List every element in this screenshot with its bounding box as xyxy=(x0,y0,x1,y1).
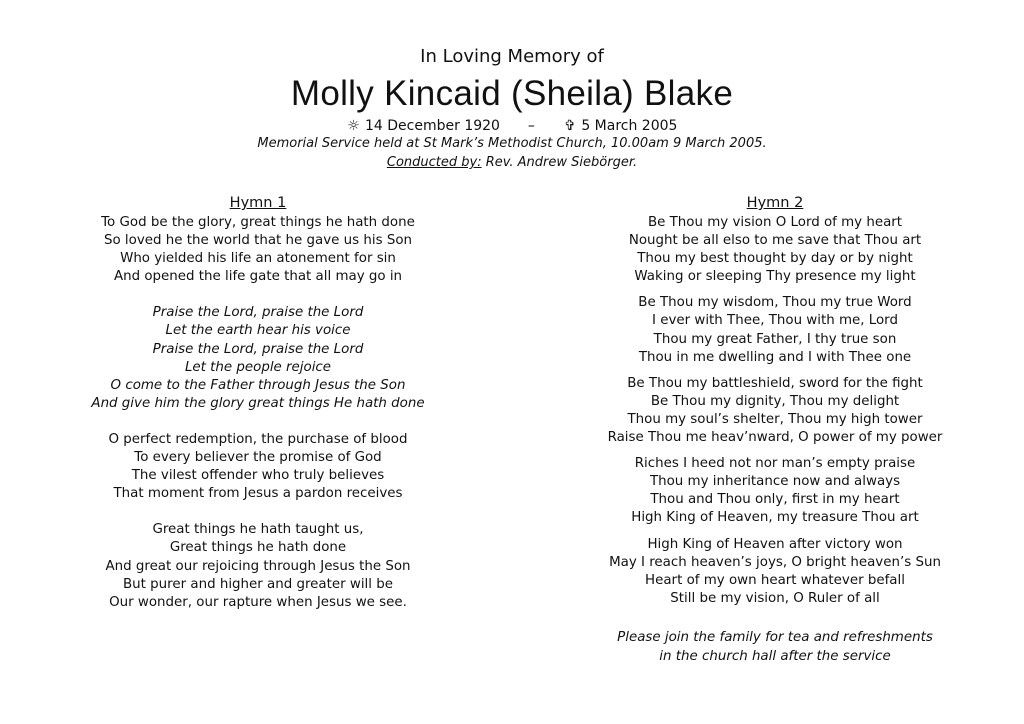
lyric-line: Thou my great Father, I thy true son xyxy=(653,331,897,347)
lyric-line: Heart of my own heart whatever befall xyxy=(645,572,905,588)
sun-icon: ☼ xyxy=(347,118,360,134)
service-details: Memorial Service held at St Mark’s Methodist Church, 10.00am 9 March 2005. xyxy=(257,136,767,151)
closing-line: Please join the family for tea and refreshments xyxy=(617,630,933,645)
lyric-line: O come to the Father through Jesus the Son xyxy=(110,377,406,393)
memorial-intro: In Loving Memory of xyxy=(420,46,604,67)
hymn-1-verse xyxy=(78,431,438,503)
lyric-line: Riches I heed not nor man’s empty praise xyxy=(634,456,916,472)
lyric-line: And great our rejoicing through Jesus the Son xyxy=(105,558,411,574)
lyric-line: Be Thou my vision O Lord of my heart xyxy=(647,215,903,230)
hymn-2-title: Hymn 2 xyxy=(746,195,804,211)
lyric-line: Be Thou my wisdom, Thou my true Word xyxy=(638,295,912,311)
closing-line: in the church hall after the service xyxy=(659,649,891,664)
hymn-2-verse xyxy=(570,375,980,447)
lyric-line: That moment from Jesus a pardon receives xyxy=(113,486,403,502)
lyric-line: Still be my vision, O Ruler of all xyxy=(670,590,880,606)
lyric-line: Be Thou my battleshield, sword for the fight xyxy=(627,375,923,391)
birth-date: 14 December 1920 xyxy=(365,118,500,134)
minister-name: Rev. Andrew Siebörger. xyxy=(485,155,638,170)
hymn-2-verse xyxy=(570,536,980,608)
lyric-line: To every believer the promise of God xyxy=(134,450,382,466)
deceased-name: Molly Kincaid (Sheila) Blake xyxy=(290,74,734,113)
hymn-2-verse xyxy=(570,455,980,527)
date-separator: – xyxy=(527,118,535,134)
lyric-line: Waking or sleeping Thy presence my light xyxy=(634,269,916,285)
lyric-line: Be Thou my dignity, Thou my delight xyxy=(650,393,900,409)
lyric-line: I ever with Thee, Thou with me, Lord xyxy=(652,313,898,329)
lyric-line: Let the earth hear his voice xyxy=(165,323,351,339)
hymn-2-verse xyxy=(570,294,980,366)
lyric-line: So loved he the world that he gave us his Son xyxy=(103,233,413,249)
lyric-line: Who yielded his life an atonement for sin xyxy=(120,251,396,267)
lyric-line: Raise Thou me heav’nward, O power of my power xyxy=(607,430,943,446)
closing-invitation xyxy=(570,628,980,666)
lyric-line: Praise the Lord, praise the Lord xyxy=(152,341,364,357)
hymn-1-chorus xyxy=(78,304,438,413)
lyric-line: But purer and higher and greater will be xyxy=(123,576,393,592)
lyric-line: High King of Heaven after victory won xyxy=(647,536,903,552)
hymn-1 xyxy=(78,194,438,612)
lyric-line: Great things he hath taught us, xyxy=(152,522,364,538)
lyric-line: High King of Heaven, my treasure Thou art xyxy=(631,510,919,526)
hymn-2-verse xyxy=(570,214,980,286)
conducted-by xyxy=(0,155,1024,170)
hymn-2 xyxy=(570,194,980,608)
lyric-line: The vilest offender who truly believes xyxy=(131,468,385,484)
hymn-1-verse xyxy=(78,214,438,286)
lyric-line: Our wonder, our rapture when Jesus we see. xyxy=(109,594,407,610)
hymn-1-title: Hymn 1 xyxy=(229,195,287,211)
lyric-line: Thou in me dwelling and I with Thee one xyxy=(638,349,912,365)
lyric-line: Thou my inheritance now and always xyxy=(649,474,901,490)
lyric-line: To God be the glory, great things he hath done xyxy=(101,215,415,230)
lyric-line: O perfect redemption, the purchase of blood xyxy=(108,431,408,447)
cross-icon: ✞ xyxy=(563,118,576,134)
hymn-1-verse xyxy=(78,521,438,611)
lyric-line: Thou and Thou only, first in my heart xyxy=(650,492,900,508)
lyric-line: And give him the glory great things He hath done xyxy=(91,395,425,411)
lyric-line: Great things he hath done xyxy=(169,540,347,556)
lyric-line: Thou my best thought by day or by night xyxy=(637,251,913,267)
lyric-line: Praise the Lord, praise the Lord xyxy=(152,305,364,321)
death-date: 5 March 2005 xyxy=(581,118,678,134)
lyric-line: Nought be all elso to me save that Thou art xyxy=(628,233,922,249)
lyric-line: Let the people rejoice xyxy=(184,359,332,375)
lyric-line: May I reach heaven’s joys, O bright heaven’s Sun xyxy=(609,554,941,570)
conducted-label: Conducted by: xyxy=(386,155,482,170)
lyric-line: Thou my soul’s shelter, Thou my high tower xyxy=(627,411,923,427)
lyric-line: And opened the life gate that all may go in xyxy=(113,269,403,285)
life-dates xyxy=(0,118,1024,134)
